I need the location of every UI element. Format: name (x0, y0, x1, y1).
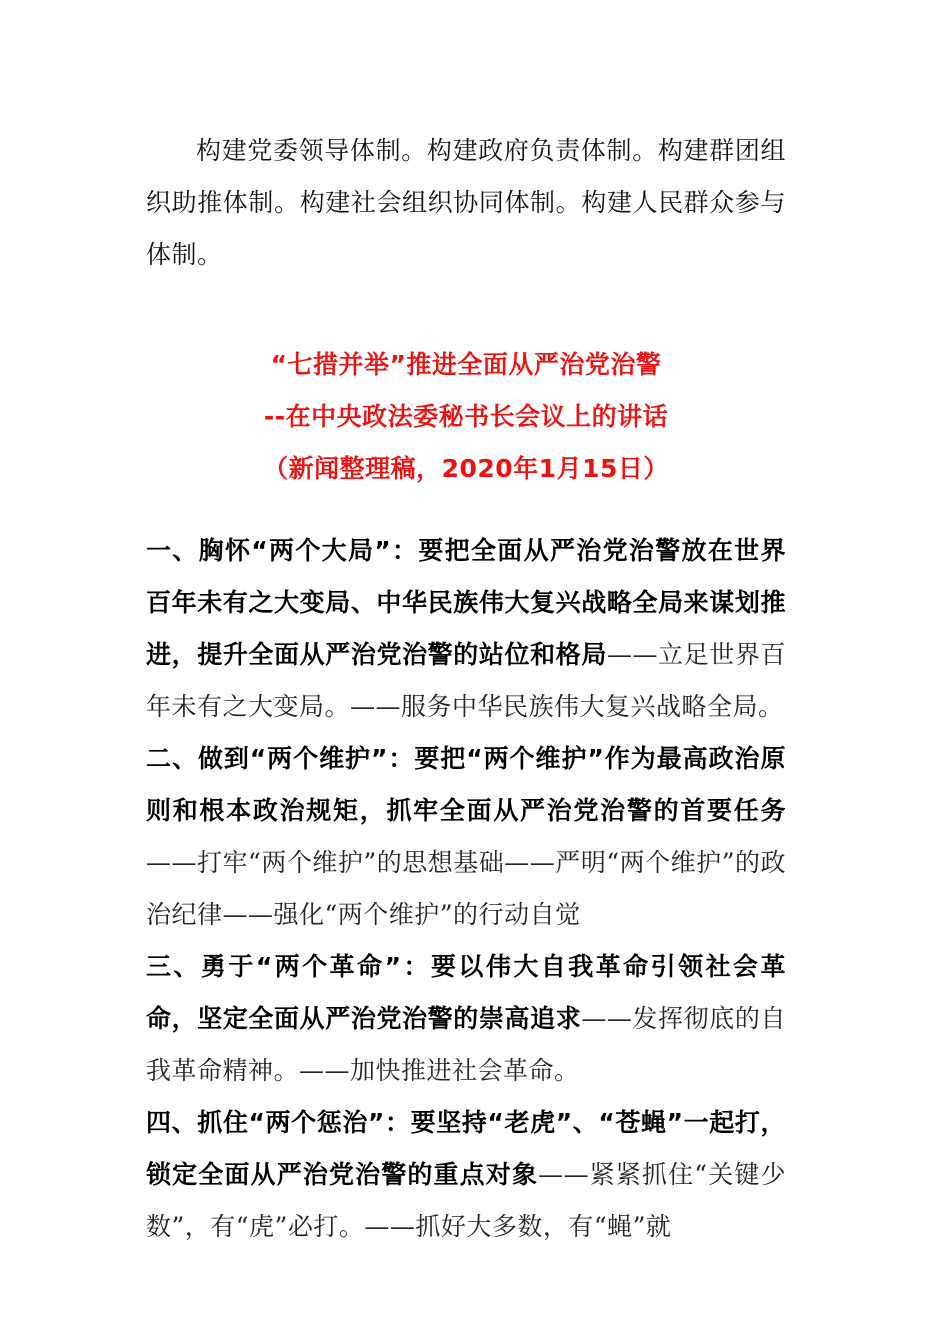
speech-title: “七措并举”推进全面从严治党治警 (270, 350, 662, 379)
intro-paragraph: 构建党委领导体制。构建政府负责体制。构建群团组织助推体制。构建社会组织协同体制。构建人民群众参与体制。 (146, 136, 786, 269)
speech-date-note: （新闻整理稿，2020年1月15日） (263, 454, 669, 483)
section-3-heading: 三、勇于“两个革命”：要以伟大自我革命引领社会革命，坚定全面从严治党治警的崇高追求 (146, 952, 786, 1033)
section-4-body: ——紧紧抓住“关键少数”，有“虎”必打。——抓好大多数，有“蝇”就 (146, 1160, 786, 1241)
section-list (146, 525, 786, 1253)
speech-subtitle: --在中央政法委秘书长会议上的讲话 (263, 402, 669, 431)
section-4-heading: 四、抓住“两个惩治”：要坚持“老虎”、“苍蝇”一起打，锁定全面从严治党治警的重点对象 (146, 1108, 786, 1189)
section-2-heading: 二、做到“两个维护”：要把“两个维护”作为最高政治原则和根本政治规矩，抓牢全面从严治党治警的首要任务 (146, 744, 786, 825)
speech-title-block (146, 339, 786, 495)
section-3 (146, 941, 786, 1097)
section-3-body: ——发挥彻底的自我革命精神。——加快推进社会革命。 (146, 1004, 786, 1085)
section-1-body: ——立足世界百年未有之大变局。——服务中华民族伟大复兴战略全局。 (146, 640, 786, 721)
section-1 (146, 525, 786, 733)
section-4 (146, 1097, 786, 1253)
section-2 (146, 733, 786, 941)
document-page (146, 125, 786, 1253)
section-2-body: ——打牢“两个维护”的思想基础——严明“两个维护”的政治纪律——强化“两个维护”的行动自觉 (146, 848, 786, 929)
section-1-heading: 一、胸怀“两个大局”：要把全面从严治党治警放在世界百年未有之大变局、中华民族伟大复兴战略全局来谋划推进，提升全面从严治党治警的站位和格局 (146, 536, 786, 669)
